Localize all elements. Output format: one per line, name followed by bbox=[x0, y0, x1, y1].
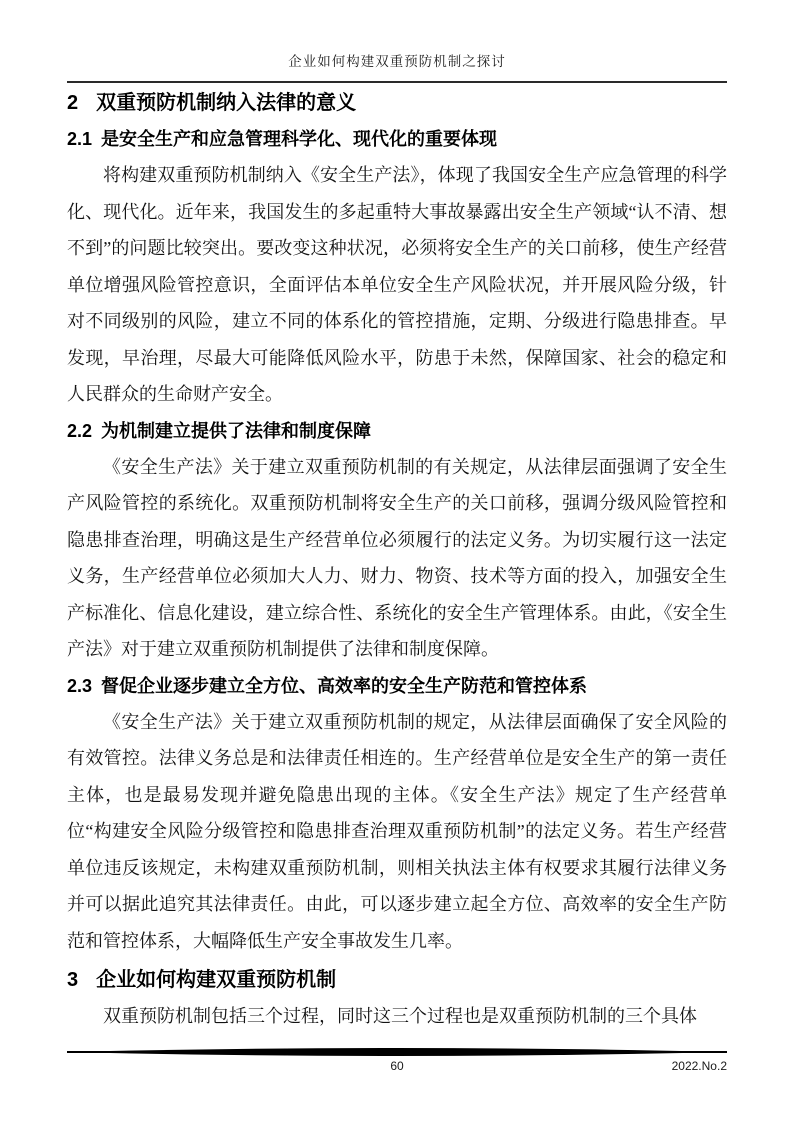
subsection-title: 为机制建立提供了法律和制度保障 bbox=[101, 420, 372, 441]
section-title: 企业如何构建双重预防机制 bbox=[96, 969, 337, 991]
paragraph: 将构建双重预防机制纳入《安全生产法》，体现了我国安全生产应急管理的科学化、现代化。近年来，我国发生的多起重特大事故暴露出安全生产领域“认不清、想不到”的问题比较突出。要改变这种状况，必须将安全生产的关口前移，使生产经营单位增强风险管控意识，全面评估本单位安全生产风险状况，并开展风险分级，针对不同级别的风险，建立不同的体系化的管控措施，定期、分级进行隐患排查。早发现，早治理，尽最大可能降低风险水平，防患于未然，保障国家、社会的稳定和人民群众的生命财产安全。 bbox=[67, 165, 727, 404]
section-heading-3 bbox=[67, 962, 727, 998]
section-number: 3 bbox=[67, 969, 79, 991]
subsection-number: 2.2 bbox=[67, 420, 93, 441]
subsection-heading-2-2 bbox=[67, 413, 727, 449]
section-number: 2 bbox=[67, 92, 79, 114]
section-title: 双重预防机制纳入法律的意义 bbox=[96, 92, 357, 114]
subsection-heading-2-1 bbox=[67, 121, 727, 157]
subsection-number: 2.3 bbox=[67, 675, 93, 696]
page-footer bbox=[67, 1046, 727, 1077]
running-header-title: 企业如何构建双重预防机制之探讨 bbox=[288, 54, 506, 69]
footer-rule-bar bbox=[67, 1046, 727, 1058]
running-header bbox=[67, 0, 727, 83]
paragraph: 双重预防机制包括三个过程，同时这三个过程也是双重预防机制的三个具体 bbox=[103, 1006, 697, 1026]
page-number: 60 bbox=[390, 1059, 404, 1073]
issue-number: 2022.No.2 bbox=[671, 1059, 727, 1073]
footer-row bbox=[67, 1059, 727, 1077]
subsection-heading-2-3 bbox=[67, 668, 727, 704]
paragraph: 《安全生产法》关于建立双重预防机制的有关规定，从法律层面强调了安全生产风险管控的系统化。双重预防机制将安全生产的关口前移，强调分级风险管控和隐患排查治理，明确这是生产经营单位必须履行的法定义务。为切实履行这一法定义务，生产经营单位必须加大人力、财力、物资、技术等方面的投入，加强安全生产标准化、信息化建设，建立综合性、系统化的安全生产管理体系。由此，《安全生产法》对于建立双重预防机制提供了法律和制度保障。 bbox=[67, 456, 727, 659]
subsection-title: 是安全生产和应急管理科学化、现代化的重要体现 bbox=[101, 129, 498, 149]
page-content bbox=[67, 0, 727, 1035]
subsection-number: 2.1 bbox=[67, 129, 93, 149]
subsection-title: 督促企业逐步建立全方位、高效率的安全生产防范和管控体系 bbox=[101, 675, 588, 696]
paragraph: 《安全生产法》关于建立双重预防机制的规定，从法律层面确保了安全风险的有效管控。法律义务总是和法律责任相连的。生产经营单位是安全生产的第一责任主体，也是最易发现并避免隐患出现的主体。《安全生产法》规定了生产经营单位“构建安全风险分级管控和隐患排查治理双重预防机制”的法定义务。若生产经营单位违反该规定，未构建双重预防机制，则相关执法主体有权要求其履行法律义务并可以据此追究其法律责任。由此，可以逐步建立起全方位、高效率的安全生产防范和管控体系，大幅降低生产安全事故发生几率。 bbox=[67, 711, 727, 951]
section-heading-2 bbox=[67, 85, 727, 121]
